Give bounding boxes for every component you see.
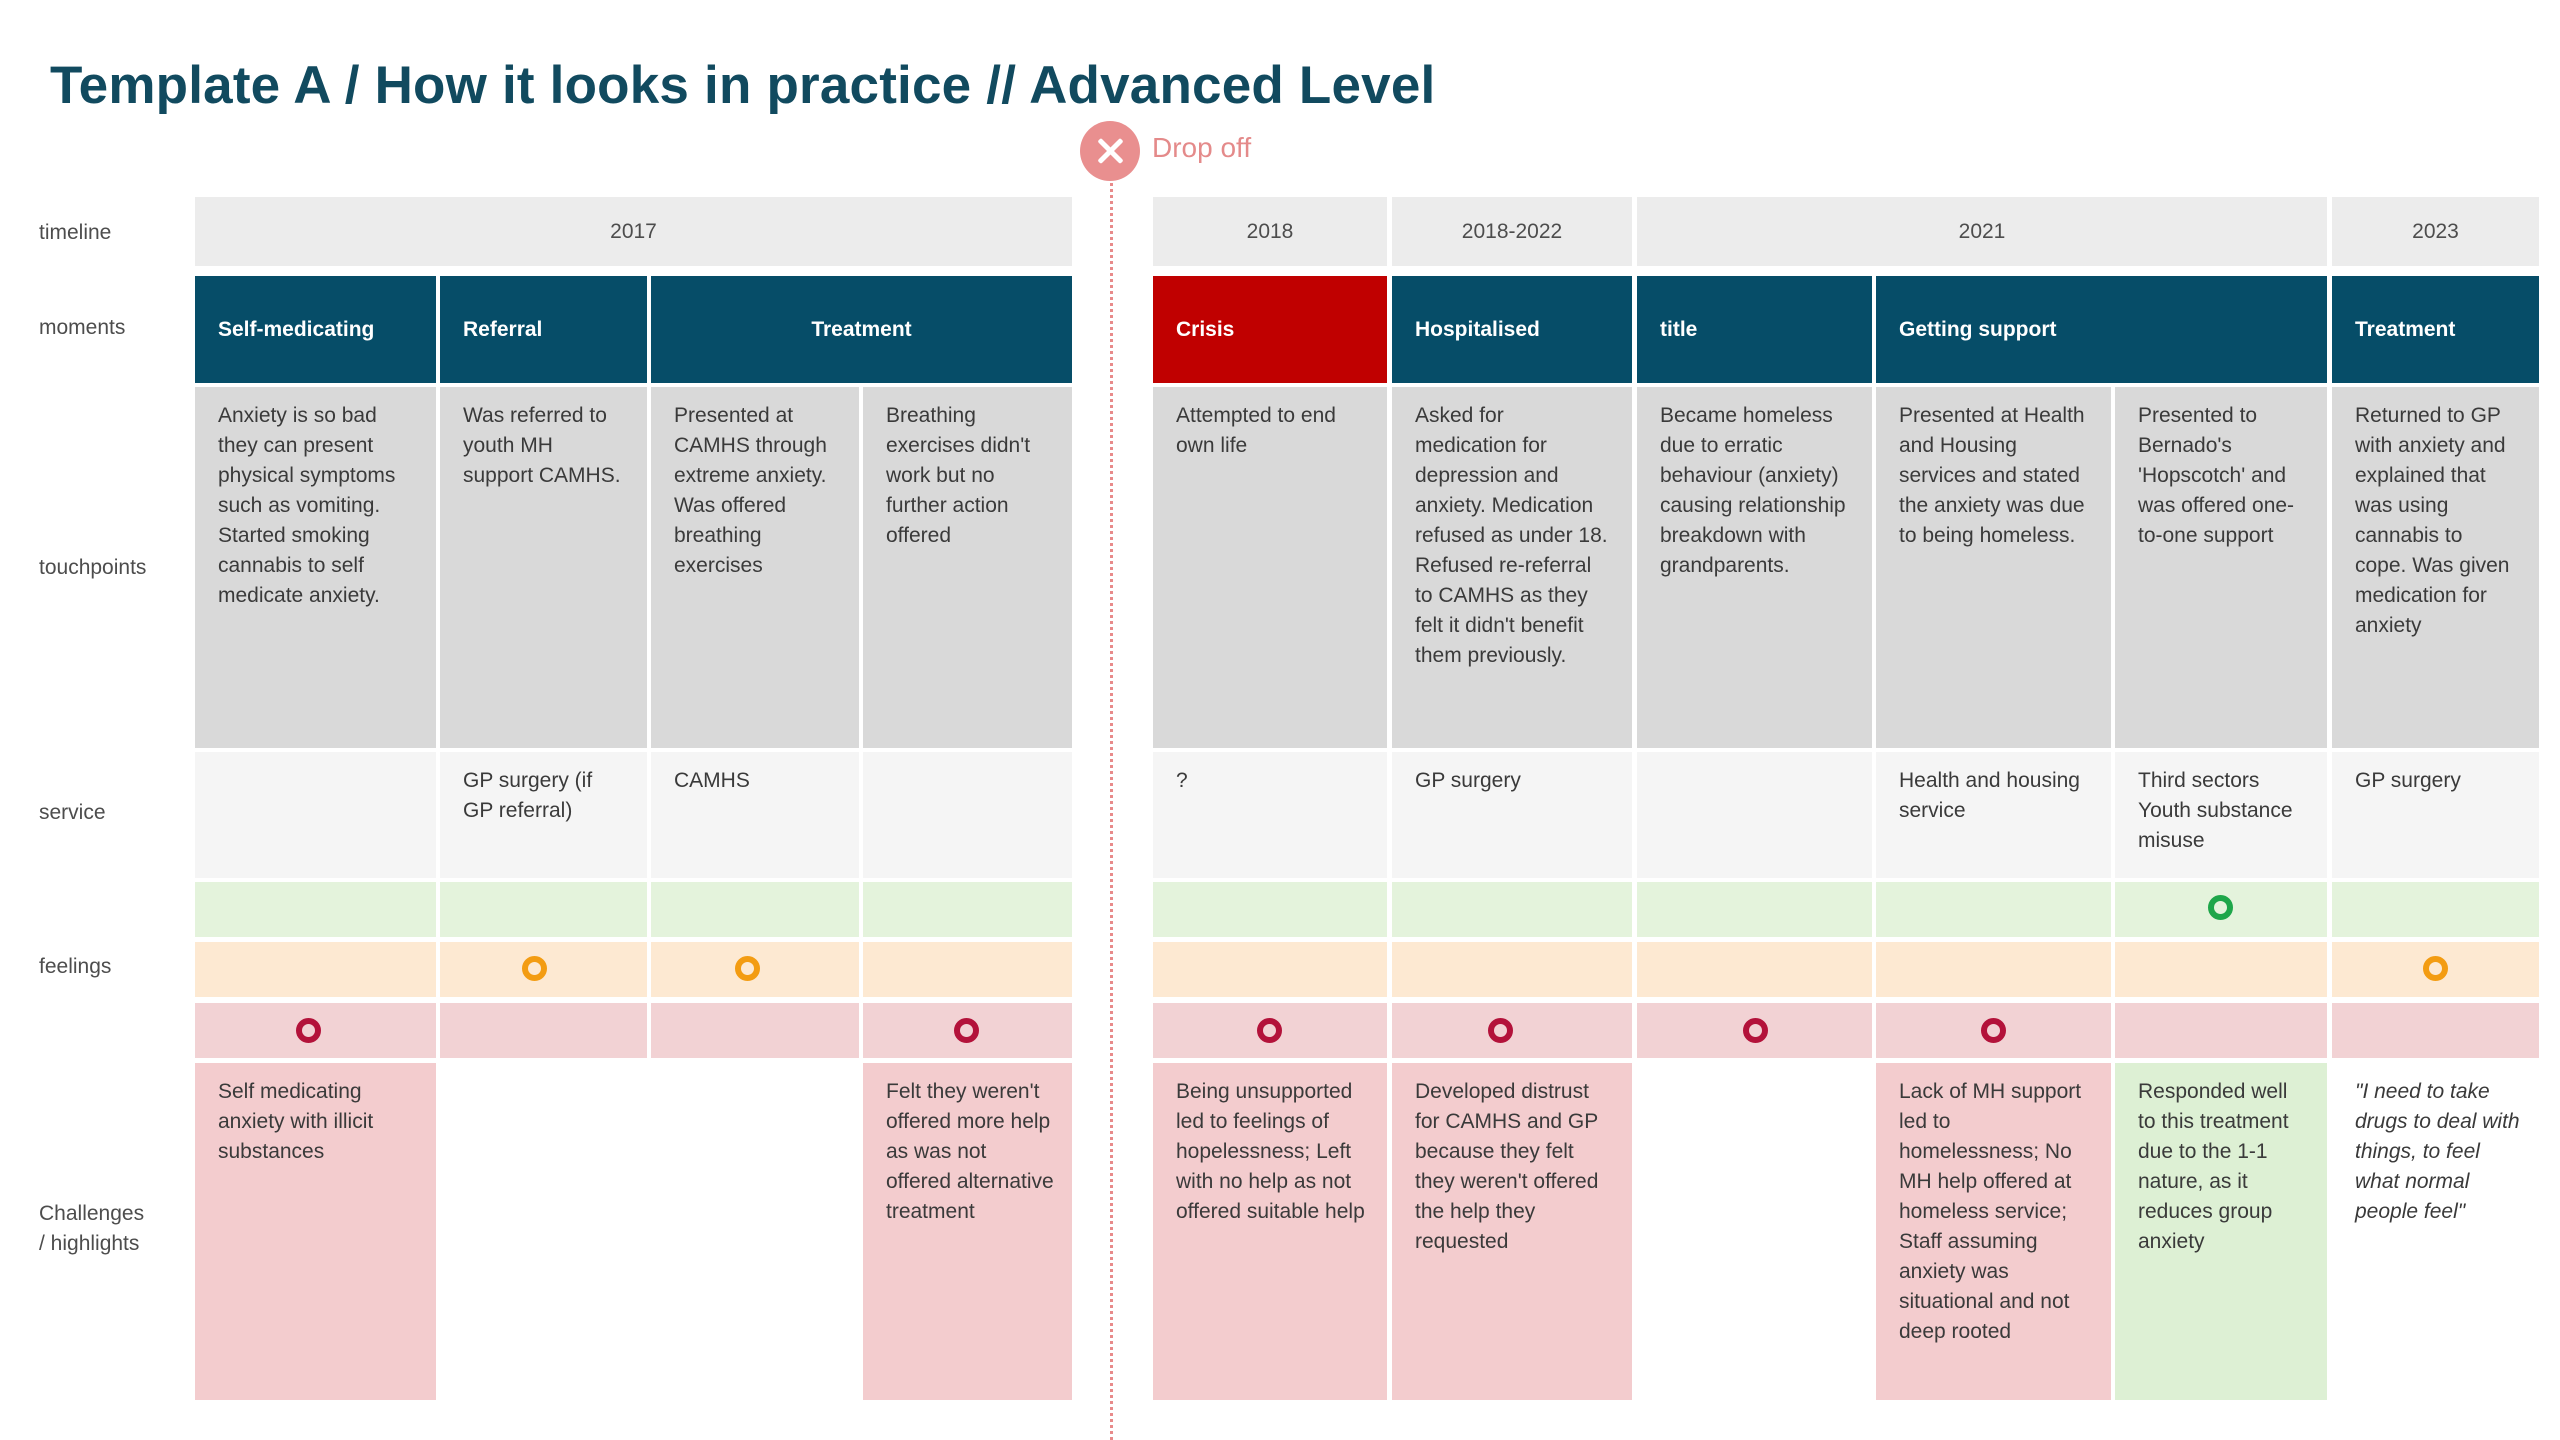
row-label-timeline: timeline [39, 221, 112, 244]
touchpoint-cell: Presented at Health and Housing services and stated the anxiety was due to being homeless. [1876, 387, 2111, 748]
touchpoint-cell: Presented to Bernado's 'Hopscotch' and was offered one-to-one support [2115, 387, 2327, 748]
feeling-negative-marker [1488, 1018, 1513, 1043]
moment-header: Treatment [651, 276, 1072, 383]
feeling-negative-band [2332, 1003, 2539, 1058]
feeling-neutral-band [1392, 942, 1632, 997]
feeling-neutral-band [863, 942, 1072, 997]
timeline-cell: 2018-2022 [1392, 197, 1632, 266]
feeling-negative-marker [296, 1018, 321, 1043]
row-label-challenges: Challenges / highlights [39, 1202, 145, 1255]
feeling-negative-band [440, 1003, 647, 1058]
feeling-positive-band [1876, 882, 2111, 937]
service-cell: GP surgery (if GP referral) [440, 752, 647, 878]
feeling-negative-marker [954, 1018, 979, 1043]
feeling-neutral-band [1637, 942, 1872, 997]
feeling-positive-marker [2208, 895, 2233, 920]
service-cell: Third sectors Youth substance misuse [2115, 752, 2327, 878]
feeling-negative-marker [1981, 1018, 2006, 1043]
service-cell: Health and housing service [1876, 752, 2111, 878]
touchpoint-cell: Became homeless due to erratic behaviour (anxiety) causing relationship breakdown with grandparents. [1637, 387, 1872, 748]
timeline-cell: 2023 [2332, 197, 2539, 266]
touchpoint-cell: Asked for medication for depression and anxiety. Medication refused as under 18. Refused re-referral to CAMHS as they felt it didn't benefit them previously. [1392, 387, 1632, 748]
moment-header: Getting support [1876, 276, 2327, 383]
feeling-neutral-marker [735, 956, 760, 981]
row-label-touchpoints: touchpoints [39, 556, 147, 579]
challenge-cell: Self medicating anxiety with illicit substances [195, 1063, 436, 1400]
service-cell: ? [1153, 752, 1387, 878]
moment-header-crisis: Crisis [1153, 276, 1387, 383]
feeling-positive-band [1637, 882, 1872, 937]
challenge-cell: Felt they weren't offered more help as was not offered alternative treatment [863, 1063, 1072, 1400]
service-cell [1637, 752, 1872, 878]
row-label-feelings: feelings [39, 955, 112, 978]
moment-header: Treatment [2332, 276, 2539, 383]
feeling-positive-band [1392, 882, 1632, 937]
challenge-cell: Being unsupported led to feelings of hopelessness; Left with no help as not offered suitable help [1153, 1063, 1387, 1400]
feeling-negative-band [2115, 1003, 2327, 1058]
service-cell: GP surgery [2332, 752, 2539, 878]
close-icon [1080, 121, 1140, 181]
touchpoint-cell: Anxiety is so bad they can present physical symptoms such as vomiting. Started smoking cannabis to self medicate anxiety. [195, 387, 436, 748]
feeling-neutral-marker [522, 956, 547, 981]
feeling-positive-band [2332, 882, 2539, 937]
feeling-neutral-band [195, 942, 436, 997]
challenge-cell: Developed distrust for CAMHS and GP because they felt they weren't offered the help they requested [1392, 1063, 1632, 1400]
row-label-moments: moments [39, 316, 126, 339]
row-label-service: service [39, 801, 106, 824]
feeling-positive-band [863, 882, 1072, 937]
challenge-cell: Lack of MH support led to homelessness; No MH help offered at homeless service; Staff assuming anxiety was situational and not deep rooted [1876, 1063, 2111, 1400]
feeling-negative-marker [1743, 1018, 1768, 1043]
feeling-positive-band [440, 882, 647, 937]
service-cell: CAMHS [651, 752, 859, 878]
touchpoint-cell: Was referred to youth MH support CAMHS. [440, 387, 647, 748]
timeline-cell: 2018 [1153, 197, 1387, 266]
feeling-neutral-band [2115, 942, 2327, 997]
feeling-positive-band [195, 882, 436, 937]
touchpoint-cell: Returned to GP with anxiety and explained that was using cannabis to cope. Was given medication for anxiety [2332, 387, 2539, 748]
feeling-neutral-band [1876, 942, 2111, 997]
service-cell: GP surgery [1392, 752, 1632, 878]
service-cell [195, 752, 436, 878]
touchpoint-cell: Breathing exercises didn't work but no further action offered [863, 387, 1072, 748]
moment-header: Self-medicating [195, 276, 436, 383]
touchpoint-cell: Presented at CAMHS through extreme anxiety. Was offered breathing exercises [651, 387, 859, 748]
service-cell [863, 752, 1072, 878]
page-title: Template A / How it looks in practice // Advanced Level [50, 56, 1436, 115]
drop-off-line [1110, 160, 1113, 1440]
touchpoint-cell: Attempted to end own life [1153, 387, 1387, 748]
quote-cell: "I need to take drugs to deal with things, to feel what normal people feel" [2355, 1080, 2520, 1223]
feeling-positive-band [1153, 882, 1387, 937]
timeline-cell: 2017 [195, 197, 1072, 266]
feeling-negative-marker [1257, 1018, 1282, 1043]
moment-header: title [1637, 276, 1872, 383]
drop-off-label: Drop off [1152, 132, 1252, 163]
moment-header: Referral [440, 276, 647, 383]
feeling-positive-band [651, 882, 859, 937]
moment-header: Hospitalised [1392, 276, 1632, 383]
feeling-negative-band [651, 1003, 859, 1058]
feeling-neutral-marker [2423, 956, 2448, 981]
highlight-cell: Responded well to this treatment due to the 1-1 nature, as it reduces group anxiety [2115, 1063, 2327, 1400]
timeline-cell: 2021 [1637, 197, 2327, 266]
feeling-neutral-band [1153, 942, 1387, 997]
